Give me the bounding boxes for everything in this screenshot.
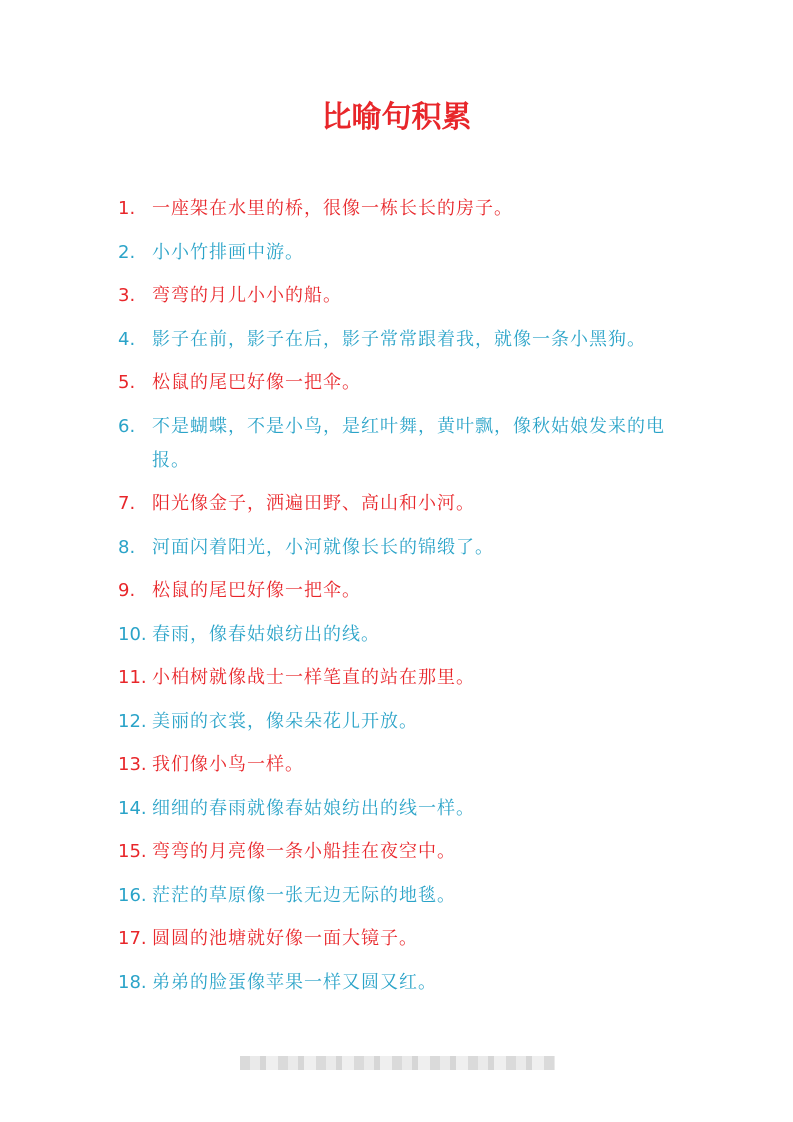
list-item [118,410,688,478]
item-text: 弯弯的月儿小小的船。 [152,285,342,306]
item-number: 14. [118,797,147,819]
item-text: 松鼠的尾巴好像一把伞。 [152,580,361,601]
item-text: 小柏树就像战士一样笔直的站在那里。 [152,667,475,688]
item-text: 弟弟的脸蛋像苹果一样又圆又红。 [152,971,437,993]
item-text: 弯弯的月亮像一条小船挂在夜空中。 [152,841,456,862]
item-text: 春雨，像春姑娘纺出的线。 [152,623,380,645]
item-text: 美丽的衣裳，像朵朵花儿开放。 [152,710,418,732]
list-item [118,792,688,826]
item-number: 1. [118,198,136,219]
list-item [118,323,688,357]
list-item [118,966,688,1000]
sentence-list [118,192,688,1009]
item-text: 不是蝴蝶，不是小鸟，是红叶舞，黄叶飘，像秋姑娘发来的电报。 [152,415,665,471]
item-number: 17. [118,928,147,949]
list-item [118,835,688,869]
item-text: 小小竹排画中游。 [152,241,304,263]
item-text: 一座架在水里的桥，很像一栋长长的房子。 [152,198,513,219]
blurred-watermark [240,1056,555,1070]
list-item [118,366,688,400]
list-item [118,748,688,782]
list-item [118,279,688,313]
item-text: 圆圆的池塘就好像一面大镜子。 [152,928,418,949]
item-number: 13. [118,754,147,775]
list-item [118,574,688,608]
list-item [118,661,688,695]
item-number: 12. [118,710,147,732]
list-item [118,192,688,226]
item-text: 松鼠的尾巴好像一把伞。 [152,372,361,393]
item-number: 10. [118,623,147,645]
item-text: 影子在前，影子在后，影子常常跟着我，就像一条小黑狗。 [152,328,646,350]
item-text: 茫茫的草原像一张无边无际的地毯。 [152,884,456,906]
page-title: 比喻句积累 [321,100,472,135]
item-number: 9. [118,580,136,601]
list-item [118,922,688,956]
item-text: 河面闪着阳光，小河就像长长的锦缎了。 [152,536,494,558]
list-item [118,531,688,565]
list-item [118,236,688,270]
item-number: 4. [118,328,136,350]
list-item [118,705,688,739]
item-number: 18. [118,971,147,993]
list-item [118,487,688,521]
item-number: 11. [118,667,147,688]
item-text: 细细的春雨就像春姑娘纺出的线一样。 [152,797,475,819]
item-number: 5. [118,372,136,393]
item-text: 我们像小鸟一样。 [152,754,304,775]
item-number: 16. [118,884,147,906]
item-number: 2. [118,241,136,263]
item-number: 3. [118,285,136,306]
item-number: 15. [118,841,147,862]
item-number: 7. [118,493,136,514]
item-number: 6. [118,415,136,437]
item-text: 阳光像金子，洒遍田野、高山和小河。 [152,493,475,514]
item-number: 8. [118,536,136,558]
list-item [118,618,688,652]
list-item [118,879,688,913]
